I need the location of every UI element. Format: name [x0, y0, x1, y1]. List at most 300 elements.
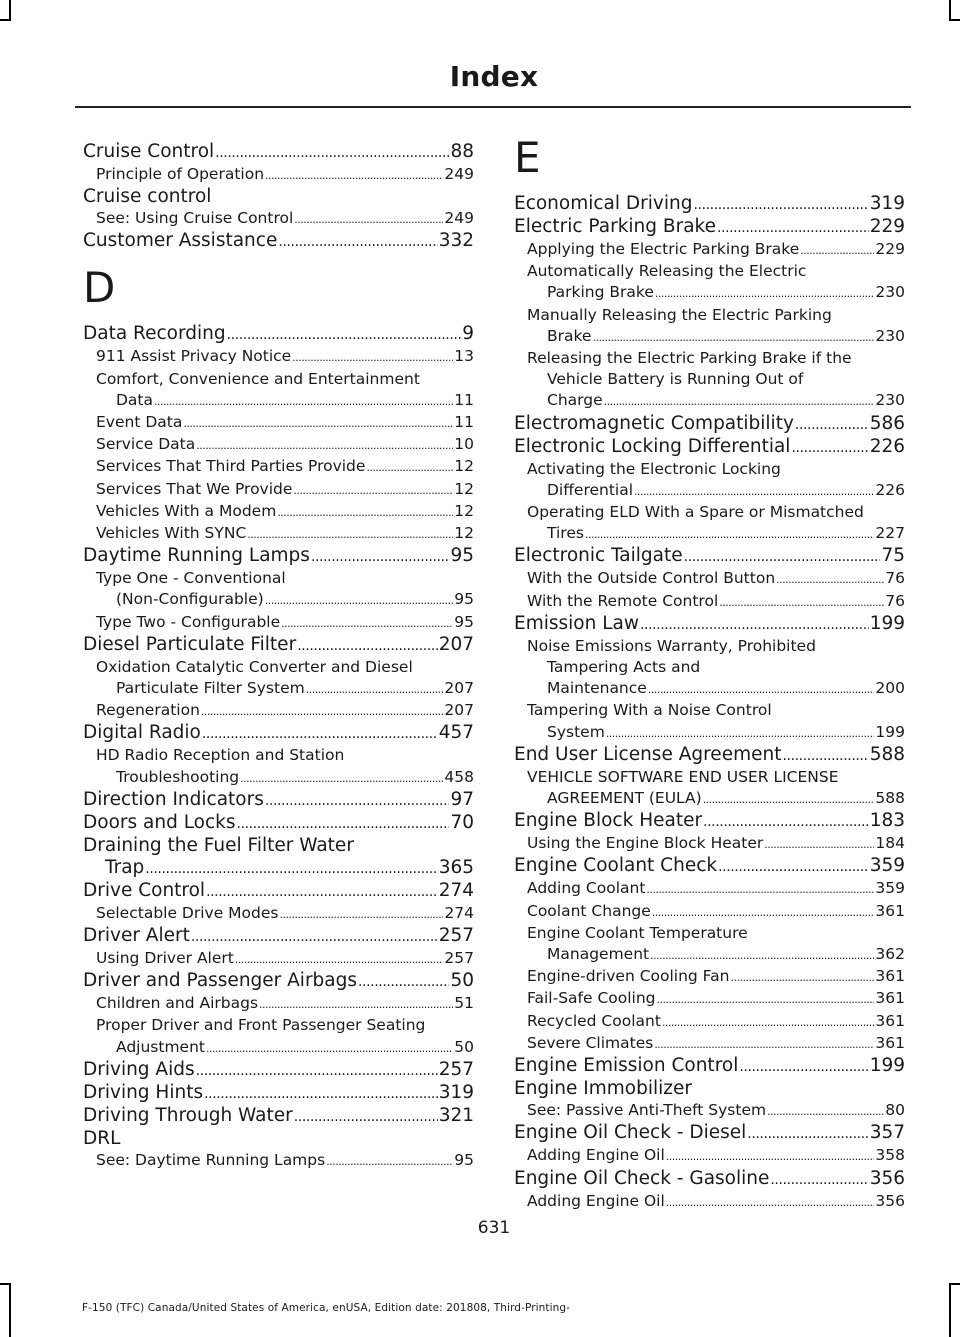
index-entry-text: Differential: [547, 480, 634, 499]
index-subentry: [83, 612, 474, 634]
index-entry-text: Services That We Provide: [96, 479, 293, 498]
index-page-ref: 95: [450, 545, 474, 567]
index-entry-line: [83, 993, 474, 1015]
index-subentry: [514, 700, 905, 743]
index-subentry: [514, 1011, 905, 1033]
index-entry-text: System: [547, 722, 605, 741]
index-entry-line: [514, 1100, 905, 1122]
index-entry-text: VEHICLE SOFTWARE END USER LICENSE: [527, 767, 839, 786]
index-entry-text: Using the Engine Block Heater: [527, 834, 764, 853]
index-entry-text: Noise Emissions Warranty, Prohibited: [527, 636, 816, 655]
dot-leader: [592, 327, 874, 348]
index-entry: [83, 1059, 474, 1082]
index-subentry: [83, 434, 474, 456]
dot-leader: [240, 768, 443, 789]
crop-mark-top-left: [9, 0, 11, 19]
dot-leader: [666, 1146, 875, 1167]
index-entry-line: [83, 589, 474, 611]
dot-leader: [764, 834, 874, 855]
index-entry-text: Driving Aids: [83, 1058, 195, 1080]
index-entry-line: [83, 456, 474, 478]
index-page-ref: 361: [875, 989, 905, 1008]
index-page-ref: 361: [875, 901, 905, 920]
index-entry-text: Vehicle Battery is Running Out of: [547, 370, 804, 389]
index-entry-line: [514, 1145, 905, 1167]
index-subentry: [83, 700, 474, 722]
index-entry-line: [514, 193, 905, 216]
index-page-ref: 184: [875, 834, 905, 853]
dot-leader: [281, 613, 453, 634]
index-entry-line: [514, 1033, 905, 1055]
index-entry-line: [83, 208, 474, 230]
index-entry-line: [514, 833, 905, 855]
crop-mark-top-right: [949, 0, 951, 19]
index-page-ref: 361: [875, 1011, 905, 1030]
index-page-ref: 10: [454, 435, 474, 454]
index-entry-text: DRL: [83, 1127, 121, 1149]
dot-leader: [606, 723, 875, 744]
index-subentry: [514, 1191, 905, 1213]
dot-leader: [585, 524, 874, 545]
index-entry-line: [514, 326, 905, 348]
index-entry-text: Event Data: [96, 413, 183, 432]
index-entry-text: With the Outside Control Button: [527, 569, 776, 588]
dot-leader: [206, 1038, 453, 1059]
index-entry-text: Cruise Control: [83, 141, 215, 162]
index-entry-line: [83, 925, 474, 948]
dot-leader: [265, 790, 450, 812]
index-page-ref: 230: [875, 283, 905, 302]
index-entry-line: [514, 216, 905, 239]
index-entry-text: Comfort, Convenience and Entertainment: [96, 369, 420, 388]
index-entry-text: See: Daytime Running Lamps: [96, 1150, 326, 1169]
index-subentry: [514, 459, 905, 502]
index-entry: [83, 230, 474, 253]
index-page-ref: 80: [885, 1101, 905, 1120]
index-entry-text: Direction Indicators: [83, 788, 264, 810]
index-entry-text: Electronic Locking Differential: [514, 435, 791, 457]
crop-mark-bottom-left: [9, 1283, 11, 1337]
index-page-ref: 207: [438, 633, 474, 655]
index-entry-line: [83, 857, 474, 880]
index-entry-text: Engine Coolant Temperature: [527, 923, 748, 942]
index-entry-line: [83, 141, 474, 164]
index-entry-text: Engine Block Heater: [514, 810, 703, 832]
index-page-ref: 13: [454, 347, 474, 366]
index-entry-line: [83, 948, 474, 970]
index-entry: [514, 436, 905, 459]
dot-leader: [776, 569, 884, 590]
index-entry-line: [514, 436, 905, 459]
index-entry-text: Digital Radio: [83, 722, 201, 744]
index-entry: [83, 789, 474, 812]
index-entry-line: [83, 323, 474, 346]
index-page-ref: 95: [454, 1150, 474, 1169]
dot-leader: [265, 590, 454, 611]
dot-leader: [306, 679, 444, 700]
index-page-ref: 226: [869, 435, 905, 457]
index-page-ref: 229: [869, 216, 905, 237]
index-entry-text: Doors and Locks: [83, 811, 236, 833]
dot-leader: [655, 283, 875, 304]
index-entry-text: Data: [116, 390, 154, 409]
index-page-ref: 361: [875, 1033, 905, 1052]
dot-leader: [292, 347, 453, 368]
index-entry-text: Applying the Electric Parking Brake: [527, 240, 800, 258]
index-page-ref: 230: [875, 391, 905, 410]
dot-leader: [718, 856, 869, 878]
index-entry-text: Driver and Passenger Airbags: [83, 970, 358, 992]
index-entry-line: [83, 634, 474, 657]
index-page-ref: 95: [454, 590, 474, 609]
index-page-ref: 200: [875, 679, 905, 698]
index-entry-line: [514, 722, 905, 744]
dot-leader: [666, 1192, 875, 1213]
index-entry-text: Adding Engine Oil: [527, 1191, 665, 1210]
index-page-ref: 95: [454, 612, 474, 631]
dot-leader: [183, 413, 453, 434]
index-entry-line: [83, 390, 474, 412]
index-page-ref: 359: [875, 879, 905, 898]
index-subentry: [83, 479, 474, 501]
dot-leader: [719, 592, 884, 613]
index-entry-text: Vehicles With SYNC: [96, 524, 247, 543]
index-page-ref: 588: [869, 743, 905, 765]
index-entry-line: [83, 767, 474, 789]
dot-leader: [650, 945, 874, 966]
index-entry: [514, 1122, 905, 1145]
index-subentry: [83, 1150, 474, 1172]
index-entry-line: [514, 523, 905, 545]
index-entry-line: [83, 612, 474, 634]
dot-leader: [311, 546, 450, 568]
index-page-ref: 50: [454, 1037, 474, 1056]
index-subentry: [83, 903, 474, 925]
index-page-ref: 458: [444, 767, 474, 786]
index-entry-text: Cruise control: [83, 186, 212, 208]
index-page-ref: 358: [875, 1146, 905, 1165]
dot-leader: [717, 217, 869, 239]
header-rule: [75, 106, 911, 108]
dot-leader: [206, 881, 438, 903]
index-entry-text: Engine Immobilizer: [514, 1078, 692, 1100]
index-entry-text: Customer Assistance: [83, 230, 278, 252]
index-entry-line: [514, 1168, 905, 1191]
index-page-ref: 365: [438, 856, 474, 878]
index-entry-line: [514, 788, 905, 810]
index-entry-line: [514, 1011, 905, 1033]
index-page-ref: 229: [875, 240, 905, 258]
index-letter-heading: E: [514, 133, 541, 182]
index-entry-line: [83, 1059, 474, 1082]
dot-leader: [703, 811, 869, 833]
index-entry-line: [514, 1055, 905, 1078]
index-entry-text: Parking Brake: [547, 283, 654, 302]
index-subentry: [514, 261, 905, 304]
dot-leader: [654, 1034, 874, 1055]
index-entry: [514, 744, 905, 767]
index-entry-text: Releasing the Electric Parking Brake if the: [527, 349, 852, 368]
index-entry-line: [514, 1191, 905, 1213]
index-entry-text: End User License Agreement: [514, 743, 782, 765]
index-entry-line: [83, 789, 474, 812]
crop-mark-bottom-right-h: [949, 1283, 960, 1285]
dot-leader: [202, 723, 438, 745]
index-entry: [83, 925, 474, 948]
index-entry-text: Vehicles With a Modem: [96, 501, 277, 520]
index-subentry: [514, 966, 905, 988]
index-entry-text: Services That Third Parties Provide: [96, 457, 366, 476]
index-entry-text: See: Using Cruise Control: [96, 209, 294, 228]
crop-mark-top-left-h: [0, 19, 11, 21]
index-entry: [514, 193, 905, 216]
dot-leader: [604, 391, 875, 412]
index-subentry: [514, 591, 905, 613]
index-subentry: [83, 745, 474, 788]
dot-leader: [770, 1169, 868, 1191]
index-entry-text: Electric Parking Brake: [514, 216, 716, 237]
index-page-ref: 257: [438, 1058, 474, 1080]
index-subentry: [514, 636, 905, 701]
index-subentry: [514, 568, 905, 590]
index-subentry: [514, 348, 905, 413]
index-page-ref: 332: [438, 230, 474, 252]
index-entry-line: [83, 678, 474, 700]
dot-leader: [204, 1083, 438, 1105]
dot-leader: [145, 858, 437, 880]
index-page-ref: 207: [444, 701, 474, 720]
index-entry: [83, 970, 474, 993]
index-entry-line: [83, 1037, 474, 1059]
index-subentry: [514, 502, 905, 545]
index-subentry: [514, 767, 905, 810]
index-entry-text: Tampering With a Noise Control: [527, 701, 772, 720]
dot-leader: [215, 142, 449, 164]
dot-leader: [294, 209, 443, 230]
dot-leader: [782, 745, 868, 767]
index-entry-line: [83, 479, 474, 501]
dot-leader: [634, 481, 874, 502]
index-subentry: [83, 993, 474, 1015]
index-entry-line: [514, 480, 905, 502]
crop-mark-bottom-right: [949, 1283, 951, 1337]
dot-leader: [259, 994, 453, 1015]
dot-leader: [703, 789, 875, 810]
index-entry: [83, 1082, 474, 1105]
dot-leader: [739, 1056, 868, 1078]
index-entry-line: [83, 230, 474, 253]
dot-leader: [277, 502, 453, 523]
index-entry-line: [83, 700, 474, 722]
index-entry-text: Driving Through Water: [83, 1104, 293, 1126]
dot-leader: [201, 701, 444, 722]
index-entry-text: Electronic Tailgate: [514, 545, 683, 567]
index-entry-text: Driver Alert: [83, 925, 190, 947]
index-subentry: [83, 501, 474, 523]
index-page-ref: 88: [450, 141, 474, 162]
index-entry-text: Children and Airbags: [96, 994, 259, 1013]
dot-leader: [326, 1151, 453, 1172]
page-number: 631: [477, 1218, 511, 1238]
index-letter-heading: D: [83, 263, 116, 313]
index-entry: [83, 545, 474, 568]
index-entry-line: [514, 810, 905, 833]
dot-leader: [247, 524, 453, 545]
dot-leader: [237, 813, 450, 835]
index-page-ref: 11: [454, 390, 474, 409]
index-subentry: [514, 1145, 905, 1167]
index-entry-text: Troubleshooting: [116, 767, 240, 786]
index-page-ref: 357: [869, 1122, 905, 1144]
index-page-ref: 12: [454, 524, 474, 543]
index-entry-text: Proper Driver and Front Passenger Seating: [96, 1016, 426, 1035]
index-subentry: [83, 369, 474, 412]
crop-mark-top-right-h: [949, 19, 960, 21]
index-entry-text: Brake: [547, 326, 592, 345]
index-entry-text: Coolant Change: [527, 901, 651, 920]
index-page-ref: 11: [454, 413, 474, 432]
index-entry-line: [83, 1082, 474, 1105]
index-entry-line: [514, 390, 905, 412]
index-page-ref: 12: [454, 501, 474, 520]
index-entry-text: Draining the Fuel Filter Water: [83, 834, 354, 856]
index-page-ref: 356: [869, 1167, 905, 1189]
index-entry: [514, 216, 905, 239]
index-entry-line: [83, 164, 474, 186]
dot-leader: [800, 240, 874, 261]
index-page-ref: 9: [462, 323, 474, 345]
dot-leader: [791, 437, 868, 459]
index-entry-text: Service Data: [96, 435, 196, 454]
page-title: Index: [449, 60, 539, 93]
index-page-ref: 249: [444, 209, 474, 228]
index-entry-text: Engine Oil Check - Diesel: [514, 1122, 747, 1144]
index-entry-text: HD Radio Reception and Station: [96, 746, 345, 765]
index-entry-line: [514, 613, 905, 636]
index-subentry: [514, 833, 905, 855]
index-page-ref: 227: [875, 524, 905, 543]
index-entry-line: [514, 239, 905, 261]
index-subentry: [514, 923, 905, 966]
index-page-ref: 230: [875, 326, 905, 345]
index-subentry: [83, 208, 474, 230]
index-entry-line: [83, 812, 474, 835]
index-column-left: [83, 141, 474, 1172]
index-entry-text: Manually Releasing the Electric Parking: [527, 305, 832, 324]
index-entry-line: [514, 591, 905, 613]
index-entry-line: [514, 901, 905, 923]
index-entry-text: 911 Assist Privacy Notice: [96, 347, 292, 366]
dot-leader: [265, 165, 443, 186]
index-column-right: [514, 133, 905, 1213]
dot-leader: [196, 1060, 438, 1082]
index-entry-text: Adding Coolant: [527, 879, 646, 898]
index-entry-text: See: Passive Anti-Theft System: [527, 1101, 767, 1120]
index-entry: [83, 1128, 474, 1150]
dot-leader: [747, 1123, 868, 1145]
dot-leader: [293, 480, 453, 501]
index-entry: [83, 186, 474, 208]
index-entry-text: Engine Coolant Check: [514, 855, 718, 877]
dot-leader: [657, 989, 875, 1010]
index-entry-text: With the Remote Control: [527, 591, 719, 610]
index-entry-text: Using Driver Alert: [96, 949, 234, 968]
index-entry-text: Tampering Acts and: [547, 658, 701, 677]
index-page-ref: 70: [450, 811, 474, 833]
index-entry-text: Driving Hints: [83, 1081, 204, 1103]
index-subentry: [83, 1015, 474, 1058]
index-entry-text: Adjustment: [116, 1037, 205, 1056]
index-entry-text: Regeneration: [96, 701, 200, 720]
index-entry-text: Principle of Operation: [96, 165, 265, 183]
index-page-ref: 362: [875, 945, 905, 964]
index-entry-text: AGREEMENT (EULA): [547, 789, 702, 808]
index-page-ref: 457: [438, 722, 474, 744]
index-subentry: [83, 164, 474, 186]
index-page-ref: 321: [438, 1104, 474, 1126]
dot-leader: [684, 546, 881, 568]
index-page-ref: 586: [869, 412, 905, 434]
index-entry-text: Engine-driven Cooling Fan: [527, 967, 730, 986]
index-entry-line: [514, 413, 905, 436]
index-entry: [83, 141, 474, 164]
index-entry-text: Drive Control: [83, 879, 206, 901]
index-entry: [514, 613, 905, 636]
index-subentry: [514, 988, 905, 1010]
index-entry-text: Daytime Running Lamps: [83, 545, 310, 567]
index-subentry: [514, 239, 905, 261]
index-subentry: [514, 1033, 905, 1055]
index-entry-line: [83, 545, 474, 568]
dot-leader: [297, 635, 438, 657]
dot-leader: [294, 1106, 438, 1128]
index-entry-line: [83, 880, 474, 903]
index-page-ref: 76: [885, 591, 905, 610]
index-entry-text: Economical Driving: [514, 193, 693, 214]
index-entry-text: Electromagnetic Compatibility: [514, 412, 794, 434]
index-entry-line: [514, 545, 905, 568]
index-entry-text: Diesel Particulate Filter: [83, 633, 297, 655]
index-entry-text: Activating the Electronic Locking: [527, 459, 781, 478]
index-entry-line: [83, 1105, 474, 1128]
dot-leader: [652, 902, 875, 923]
index-entry-line: [83, 346, 474, 368]
index-subentry: [83, 657, 474, 700]
index-subentry: [83, 948, 474, 970]
dot-leader: [648, 679, 875, 700]
dot-leader: [646, 879, 874, 900]
index-page-ref: 12: [454, 457, 474, 476]
index-subentry: [514, 901, 905, 923]
index-entry-text: Data Recording: [83, 323, 226, 345]
index-page-ref: 274: [444, 903, 474, 922]
index-entry: [83, 634, 474, 657]
index-entry-line: [83, 903, 474, 925]
index-entry-line: [514, 678, 905, 700]
index-entry: [83, 323, 474, 346]
index-entry-text: Type One - Conventional: [96, 569, 286, 588]
index-entry-text: Maintenance: [547, 679, 647, 698]
index-subentry: [83, 568, 474, 611]
index-entry: [514, 1168, 905, 1191]
dot-leader: [366, 457, 453, 478]
index-entry: [83, 880, 474, 903]
index-entry-text: Tires: [547, 524, 584, 543]
dot-leader: [196, 435, 453, 456]
index-entry-line: [514, 944, 905, 966]
index-subentry: [83, 412, 474, 434]
index-entry-line: [514, 988, 905, 1010]
